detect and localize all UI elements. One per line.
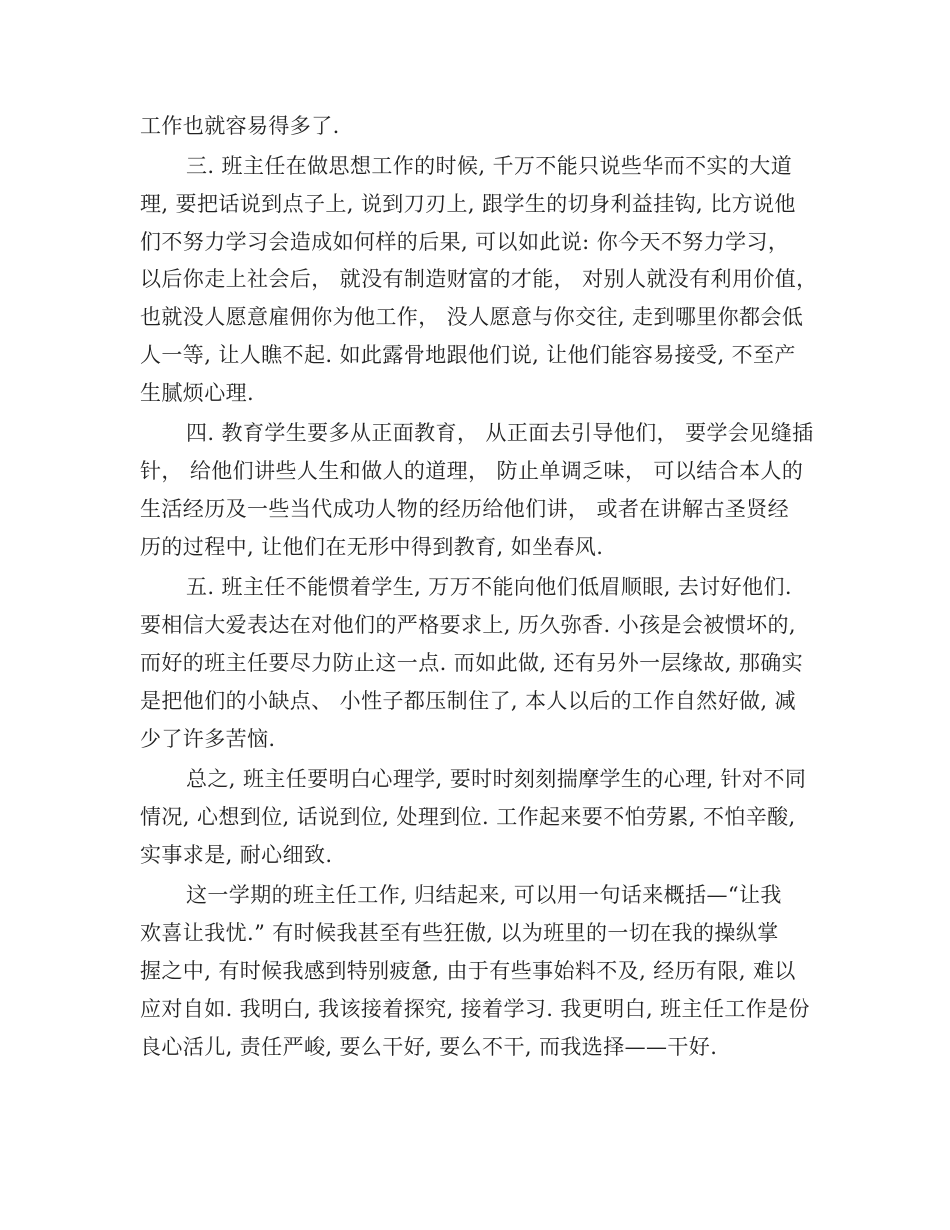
text-line: 少了许多苦恼. xyxy=(140,727,276,751)
text-line: 人一等, 让人瞧不起. 如此露骨地跟他们说, 让他们能容易接受, 不至产 xyxy=(140,343,796,367)
closing-paragraph-start: 这一学期的班主任工作, 归结起来, 可以用一句话来概括—“让我 xyxy=(186,883,782,907)
text-line: 以后你走上社会后， 就没有制造财富的才能， 对别人就没有利用价值， xyxy=(140,267,818,291)
text-line: 良心活儿, 责任严峻, 要么干好, 要么不干, 而我选择——干好. xyxy=(140,1035,718,1059)
text-line: 应对自如. 我明白, 我该接着探究, 接着学习. 我更明白, 班主任工作是份 xyxy=(140,997,810,1021)
text-line: 也就没人愿意雇佣你为他工作， 没人愿意与你交往, 走到哪里你都会低 xyxy=(140,305,804,329)
text-line: 生腻烦心理. xyxy=(140,381,255,405)
text-line: 针， 给他们讲些人生和做人的道理， 防止单调乏味， 可以结合本人的 xyxy=(140,459,804,483)
text-line: 理, 要把话说到点子上, 说到刀刃上, 跟学生的切身利益挂钩, 比方说他 xyxy=(140,192,796,216)
paragraph-five-start: 五. 班主任不能惯着学生, 万万不能向他们低眉顺眼, 去讨好他们. xyxy=(186,575,792,599)
text-line: 们不努力学习会造成如何样的后果, 可以如此说: 你今天不努力学习， xyxy=(140,230,790,254)
text-line: 要相信大爱表达在对他们的严格要求上, 历久弥香. 小孩是会被惯坏的, xyxy=(140,613,796,637)
text-line: 工作也就容易得多了. xyxy=(140,114,340,138)
text-line: 情况, 心想到位, 话说到位, 处理到位. 工作起来要不怕劳累, 不怕辛酸, xyxy=(140,805,796,829)
text-line: 生活经历及一些当代成功人物的经历给他们讲， 或者在讲解古圣贤经 xyxy=(140,497,790,521)
text-line: 历的过程中, 让他们在无形中得到教育, 如坐春风. xyxy=(140,535,604,559)
text-line: 握之中, 有时候我感到特别疲惫, 由于有些事始料不及, 经历有限, 难以 xyxy=(140,959,796,983)
paragraph-four-start: 四. 教育学生要多从正面教育， 从正面去引导他们， 要学会见缝插 xyxy=(186,421,814,445)
paragraph-three-start: 三. 班主任在做思想工作的时候, 千万不能只说些华而不实的大道 xyxy=(186,154,793,178)
text-line: 实事求是, 耐心细致. xyxy=(140,843,333,867)
text-line: 是把他们的小缺点、 小性子都压制住了, 本人以后的工作自然好做, 减 xyxy=(140,689,796,713)
text-line: 欢喜让我忧.” 有时候我甚至有些狂傲, 以为班里的一切在我的操纵掌 xyxy=(140,921,779,945)
text-line: 而好的班主任要尽力防止这一点. 而如此做, 还有另外一层缘故, 那确实 xyxy=(140,651,804,675)
summary-paragraph-start: 总之, 班主任要明白心理学, 要时时刻刻揣摩学生的心理, 针对不同 xyxy=(186,767,807,791)
